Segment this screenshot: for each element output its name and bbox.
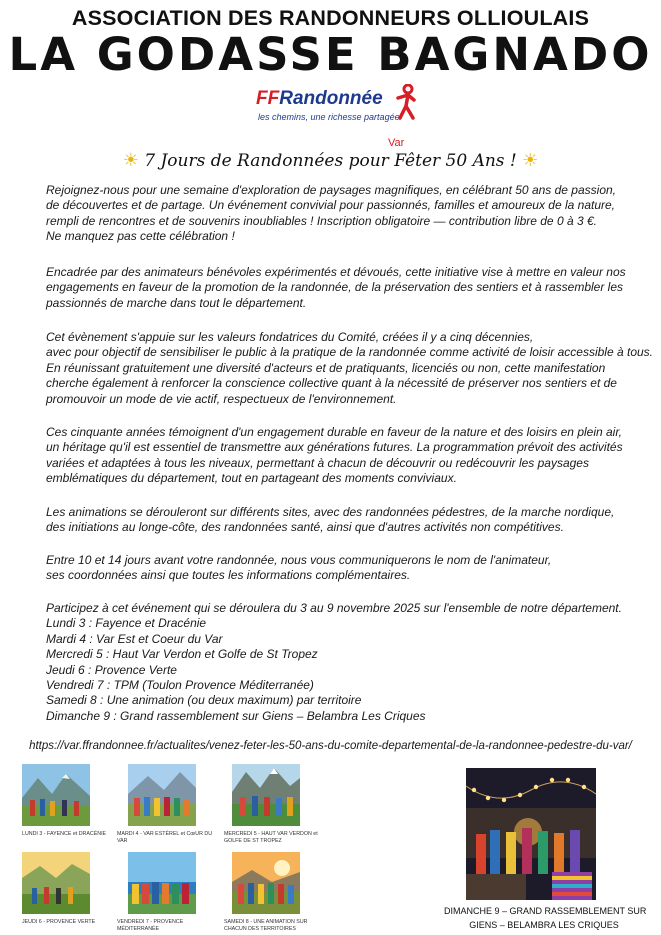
text-line: avec pour objectif de sensibiliser le public à la pratique de la randonnée comme activité de loisir accessible à tous. <box>46 345 654 360</box>
event-link[interactable]: https://var.ffrandonnee.fr/actualites/venez-feter-les-50-ans-du-comite-departemental-de-la-randonnee-pedestre-du-var/ <box>29 740 632 752</box>
text-line: Les animations se dérouleront sur différents sites, avec des randonnées pédestres, de la marche nordique, <box>46 505 615 519</box>
schedule-day: Mercredi 5 : Haut Var Verdon et Golfe de St Tropez <box>46 647 318 662</box>
activities-paragraph <box>46 505 616 536</box>
club-title: LA GODASSE BAGNADO <box>8 28 653 81</box>
organizers-paragraph <box>46 265 626 311</box>
schedule-day: Lundi 3 : Fayence et Dracénie <box>46 616 207 631</box>
logo-randonnee: Randonnée <box>279 88 383 109</box>
association-name: ASSOCIATION DES RANDONNEURS OLLIOULAIS <box>71 6 590 30</box>
headline-text: 7 Jours de Randonnées pour Fêter 50 Ans ! <box>144 151 517 171</box>
text-line: emblématiques du département, tout en partageant des moments conviviaux. <box>46 471 457 486</box>
text-line: de découvertes et de partage. Un événement convivial pour passionnés, familles et amoureux de la nature, <box>46 198 616 213</box>
text-line: ses coordonnées ainsi que toutes les informations complémentaires. <box>46 568 411 583</box>
text-line: Cet évènement s'appuie sur les valeurs fondatrices du Comité, créées il y a cinq décennies, <box>46 330 534 344</box>
hike-photo-jeudi <box>22 852 90 914</box>
text-line: Rejoignez-nous pour une semaine d'exploration de paysages magnifiques, en célébrant 50 ans de passion, <box>46 183 616 197</box>
contact-paragraph <box>46 553 616 584</box>
hike-photo-vendredi <box>128 852 196 914</box>
ffrandonnee-logo <box>256 88 416 136</box>
event-headline <box>0 150 661 171</box>
logo-tagline: les chemins, une richesse partagée <box>258 112 400 122</box>
logo-ff: FF <box>256 88 280 109</box>
text-line: passionnés de marche dans tout le département. <box>46 295 307 310</box>
photo-caption: LUNDI 3 - FAYENCE et DRACÉNIE <box>22 831 107 837</box>
gathering-photo <box>466 768 596 900</box>
hike-photo-lundi <box>22 764 90 826</box>
photo-caption: MARDI 4 - VAR ESTÉREL et CœUR DU VAR <box>117 831 213 844</box>
hike-photo-mercredi <box>232 764 300 826</box>
text-line: un héritage qu'il est essentiel de transmettre aux générations futures. La programmation prévoit des activités <box>46 440 623 455</box>
logo-wordmark <box>256 88 383 110</box>
intro-paragraph <box>46 183 616 245</box>
sun-icon: ☀ <box>522 150 539 171</box>
text-line: promouvoir un mode de vie actif, respectueux de l'environnement. <box>46 391 397 406</box>
text-line: Ces cinquante années témoignent d'un engagement durable en faveur de la nature et des loisirs en plein air, <box>46 425 623 439</box>
schedule-paragraph <box>46 601 622 724</box>
text-line: Entre 10 et 14 jours avant votre randonnée, nous vous communiquerons le nom de l'animateur, <box>46 553 552 567</box>
feature-caption-line: DIMANCHE 9 – GRAND RASSEMBLEMENT SUR <box>444 906 647 916</box>
hiker-figure-icon <box>394 84 418 120</box>
hike-photo-mardi <box>128 764 196 826</box>
feature-caption-line: GIENS – BELAMBRA LES CRIQUES <box>469 920 619 930</box>
photo-caption: SAMEDI 8 - UNE ANIMATION SUR CHACUN DES TERRITOIRES <box>224 919 308 932</box>
text-line: des initiations au longe-côte, des randonnées santé, ainsi que d'autres activités non compétitives. <box>46 520 564 535</box>
logo-region: Var <box>388 137 405 149</box>
photo-caption: JEUDI 6 - PROVENCE VERTE <box>22 919 96 925</box>
schedule-day: Vendredi 7 : TPM (Toulon Provence Méditerranée) <box>46 678 314 693</box>
schedule-intro: Participez à cet événement qui se déroulera du 3 au 9 novembre 2025 sur l'ensemble de notre département. <box>46 601 622 615</box>
schedule-day: Samedi 8 : Une animation (ou deux maximum) par territoire <box>46 693 362 708</box>
photo-caption: MERCREDI 5 - HAUT VAR VERDON et GOLFE DE ST TROPEZ <box>224 831 318 844</box>
text-line: Encadrée par des animateurs bénévoles expérimentés et dévoués, cette initiative vise à mettre en valeur nos <box>46 265 626 279</box>
photo-caption: VENDREDI 7 - PROVENCE MÉDITERRANÉE <box>117 919 184 932</box>
text-line: rempli de rencontres et de souvenirs inoubliables ! Inscription obligatoire — contribution libre de 0 à 3 €. <box>46 213 597 228</box>
heritage-paragraph <box>46 425 623 487</box>
schedule-day: Mardi 4 : Var Est et Coeur du Var <box>46 631 223 646</box>
sun-icon: ☀ <box>122 150 139 171</box>
schedule-day: Dimanche 9 : Grand rassemblement sur Giens – Belambra Les Criques <box>46 708 426 723</box>
text-line: cherche également à renforcer la conscience collective quant à la nécessité de préserver nos sentiers et de <box>46 376 617 391</box>
text-line: engagements en faveur de la promotion de la randonnée, de la préservation des sentiers et à rassembler les <box>46 280 624 295</box>
text-line: variées et adaptées à tous les niveaux, permettant à chacun de découvrir ou redécouvrir les paysages <box>46 455 589 470</box>
values-paragraph <box>46 330 654 407</box>
text-line: Ne manquez pas cette célébration ! <box>46 229 235 244</box>
hike-photo-samedi <box>232 852 300 914</box>
text-line: En réunissant gratuitement une diversité d'acteurs et de pratiquants, licenciés ou non, cette manifestation <box>46 360 606 375</box>
feature-caption <box>444 904 647 932</box>
schedule-day: Jeudi 6 : Provence Verte <box>46 662 177 677</box>
